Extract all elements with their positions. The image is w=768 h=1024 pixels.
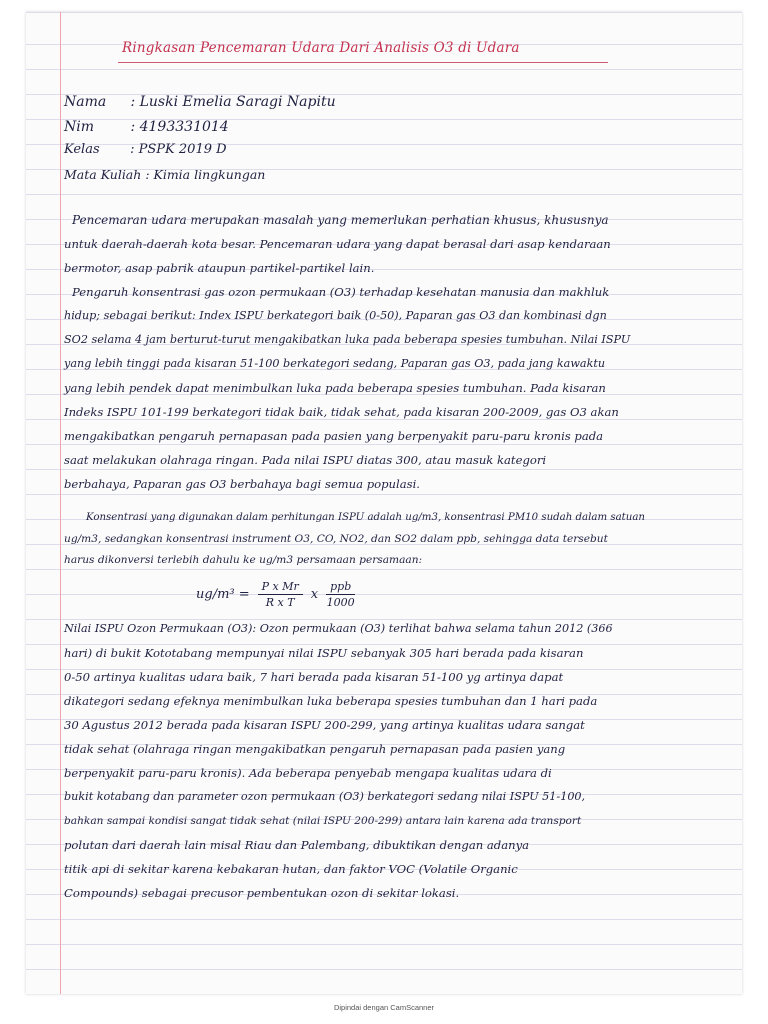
fraction-1-denominator: R x T (265, 596, 295, 609)
text-line: hidup; sebagai berikut: Index ISPU berkategori baik (0-50), Paparan gas O3 dan kombinasi dgn (64, 309, 607, 322)
text-line: Nilai ISPU Ozon Permukaan (O3): Ozon permukaan (O3) terlihat bahwa selama tahun 2012 (366 (64, 622, 613, 635)
nim-value: : 4193331014 (130, 119, 229, 135)
margin-line (60, 12, 61, 994)
class-label: Kelas (64, 142, 100, 157)
text-line: bahkan sampai kondisi sangat tidak sehat (nilai ISPU 200-299) antara lain karena ada transport (64, 815, 582, 827)
conversion-formula (196, 580, 355, 609)
text-line: Konsentrasi yang digunakan dalam perhitungan ISPU adalah ug/m3, konsentrasi PM10 sudah dalam satuan (86, 512, 645, 523)
text-line: berpenyakit paru-paru kronis). Ada beberapa penyebab mengapa kualitas udara di (64, 766, 552, 780)
fraction-2-numerator: ppb (326, 580, 355, 595)
formula-fraction-1 (258, 580, 303, 609)
notebook-page (26, 12, 742, 994)
nim-label: Nim (64, 119, 95, 135)
nim-row (64, 119, 229, 135)
text-line: SO2 selama 4 jam berturut-turut mengakibatkan luka pada beberapa spesies tumbuhan. Nilai ISPU (64, 333, 631, 346)
name-value: : Luski Emelia Saragi Napitu (130, 94, 336, 110)
text-line: Pengaruh konsentrasi gas ozon permukaan (O3) terhadap kesehatan manusia dan makhluk (72, 285, 610, 299)
fraction-1-numerator: P x Mr (258, 580, 303, 595)
text-line: bermotor, asap pabrik ataupun partikel-partikel lain. (64, 261, 375, 275)
text-line: 30 Agustus 2012 berada pada kisaran ISPU 200-299, yang artinya kualitas udara sangat (64, 718, 585, 732)
text-line: saat melakukan olahraga ringan. Pada nilai ISPU diatas 300, atau masuk kategori (64, 453, 547, 467)
text-line: Pencemaran udara merupakan masalah yang memerlukan perhatian khusus, khususnya (72, 213, 609, 227)
text-line: Indeks ISPU 101-199 berkategori tidak baik, tidak sehat, pada kisaran 200-2009, gas O3 akan (64, 405, 619, 419)
text-line: 0-50 artinya kualitas udara baik, 7 hari berada pada kisaran 51-100 yg artinya dapat (64, 670, 564, 684)
name-row (64, 94, 336, 110)
text-line: untuk daerah-daerah kota besar. Pencemaran udara yang dapat berasal dari asap kendaraan (64, 237, 611, 251)
course-label: Mata Kuliah (64, 167, 142, 182)
text-line: titik api di sekitar karena kebakaran hutan, dan faktor VOC (Volatile Organic (64, 862, 518, 876)
formula-fraction-2 (326, 580, 355, 609)
class-row (64, 142, 227, 157)
course-value: : Kimia lingkungan (145, 167, 266, 182)
text-line: harus dikonversi terlebih dahulu ke ug/m3 persamaan persamaan: (64, 554, 423, 566)
text-line: dikategori sedang efeknya menimbulkan luka beberapa spesies tumbuhan dan 1 hari pada (64, 694, 598, 708)
text-line: mengakibatkan pengaruh pernapasan pada pasien yang berpenyakit paru-paru kronis pada (64, 429, 604, 443)
name-label: Nama (64, 94, 107, 110)
text-line: Compounds) sebagai precusor pembentukan ozon di sekitar lokasi. (64, 886, 460, 900)
class-value: : PSPK 2019 D (130, 142, 227, 157)
formula-times: x (310, 587, 319, 602)
formula-lhs: ug/m³ = (196, 587, 250, 602)
title-underline (118, 62, 608, 63)
course-row (64, 167, 265, 182)
fraction-2-denominator: 1000 (326, 596, 355, 609)
page-title: Ringkasan Pencemaran Udara Dari Analisis O3 di Udara (122, 40, 520, 56)
text-line: ug/m3, sedangkan konsentrasi instrument O3, CO, NO2, dan SO2 dalam ppb, sehingga data tersebut (64, 533, 608, 545)
text-line: yang lebih pendek dapat menimbulkan luka pada beberapa spesies tumbuhan. Pada kisaran (64, 381, 606, 395)
text-line: bukit kotabang dan parameter ozon permukaan (O3) berkategori sedang nilai ISPU 51-100, (64, 790, 586, 803)
text-line: tidak sehat (olahraga ringan mengakibatkan pengaruh pernapasan pada pasien yang (64, 742, 566, 756)
text-line: yang lebih tinggi pada kisaran 51-100 berkategori sedang, Paparan gas O3, pada jang kawaktu (64, 357, 606, 370)
text-line: polutan dari daerah lain misal Riau dan Palembang, dibuktikan dengan adanya (64, 838, 530, 852)
text-line: hari) di bukit Kototabang mempunyai nilai ISPU sebanyak 305 hari berada pada kisaran (64, 646, 584, 660)
scanner-footer: Dipindai dengan CamScanner (333, 1003, 435, 1012)
text-line: berbahaya, Paparan gas O3 berbahaya bagi semua populasi. (64, 477, 420, 491)
